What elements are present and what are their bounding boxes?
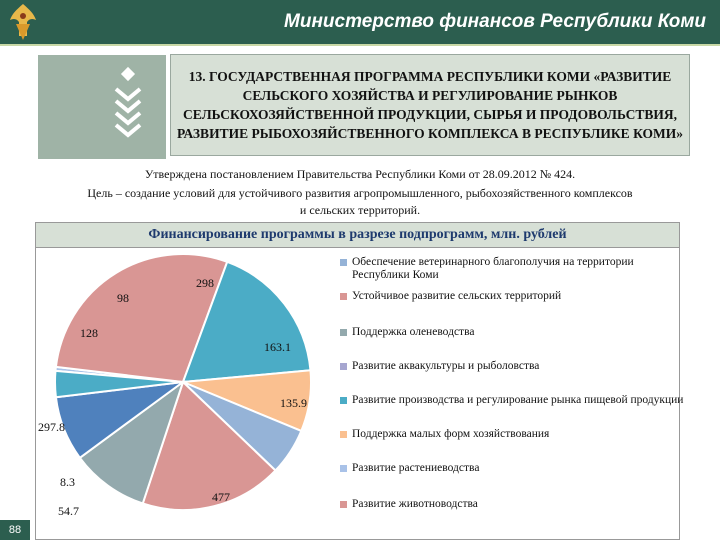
approval-text: Утверждена постановлением Правительства Республики Коми от 28.09.2012 № 424. (144, 167, 576, 181)
legend-item (340, 394, 690, 407)
legend-swatch (340, 465, 347, 472)
pie-label-4: 128 (80, 326, 98, 340)
legend-item (340, 290, 690, 303)
legend-item (340, 256, 690, 282)
pie-label-5: 98 (117, 291, 129, 305)
legend-swatch (340, 329, 347, 336)
legend-label: Поддержка малых форм хозяйствования (352, 428, 550, 440)
goal-text-line2: и сельских территорий. (299, 203, 421, 217)
legend-swatch (340, 363, 347, 370)
legend-item (340, 462, 690, 475)
pie-label-8: 135.9 (280, 396, 307, 410)
legend-swatch (340, 431, 347, 438)
legend-label: Обеспечение ветеринарного благополучия на территории Республики Коми (352, 256, 634, 281)
program-title: 13. ГОСУДАРСТВЕННАЯ ПРОГРАММА РЕСПУБЛИКИ КОМИ «РАЗВИТИЕ СЕЛЬСКОГО ХОЗЯЙСТВА И РЕГУЛИРОВАНИЕ РЫНКОВ СЕЛЬСКОХОЗЯЙСТВЕННОЙ ПРОДУКЦИИ, СЫРЬЯ И ПРОДОВОЛЬСТВИЯ, РАЗВИТИЕ РЫБОХОЗЯЙСТВЕННОГО КОМПЛЕКСА В РЕСПУБЛИКЕ КОМИ» (170, 54, 690, 156)
legend-label: Поддержка оленеводства (352, 326, 475, 338)
pie-label-1: 477 (212, 490, 230, 504)
chart-title: Финансирование программы в разрезе подпрограмм, млн. рублей (35, 222, 680, 248)
legend-item (340, 360, 690, 373)
ministry-title: Министерство финансов Республики Коми (284, 11, 706, 32)
legend-label: Развитие растениеводства (352, 462, 480, 474)
page-number: 88 (0, 520, 30, 540)
pie-label-9: 54.7 (58, 504, 79, 518)
legend-label: Устойчивое развитие сельских территорий (352, 290, 562, 302)
pie-label-3: 297.8 (38, 420, 65, 434)
legend-label: Развитие животноводства (352, 498, 478, 510)
legend-swatch (340, 501, 347, 508)
legend-swatch (340, 397, 347, 404)
legend-label: Развитие производства и регулирование рынка пищевой продукции (352, 394, 684, 406)
legend-item (340, 498, 690, 511)
pie-label-7: 163.1 (264, 340, 291, 354)
legend-item (340, 428, 690, 441)
pie-label-6: 298 (196, 276, 214, 290)
legend-label: Развитие аквакультуры и рыболовства (352, 360, 540, 372)
legend-swatch (340, 293, 347, 300)
pie-label-0: 8.3 (60, 475, 75, 489)
legend-item (340, 326, 690, 339)
legend-swatch (340, 259, 347, 266)
goal-text-line1: Цель – создание условий для устойчивого развития агропромышленного, рыбохозяйственного комплексов (87, 186, 633, 200)
